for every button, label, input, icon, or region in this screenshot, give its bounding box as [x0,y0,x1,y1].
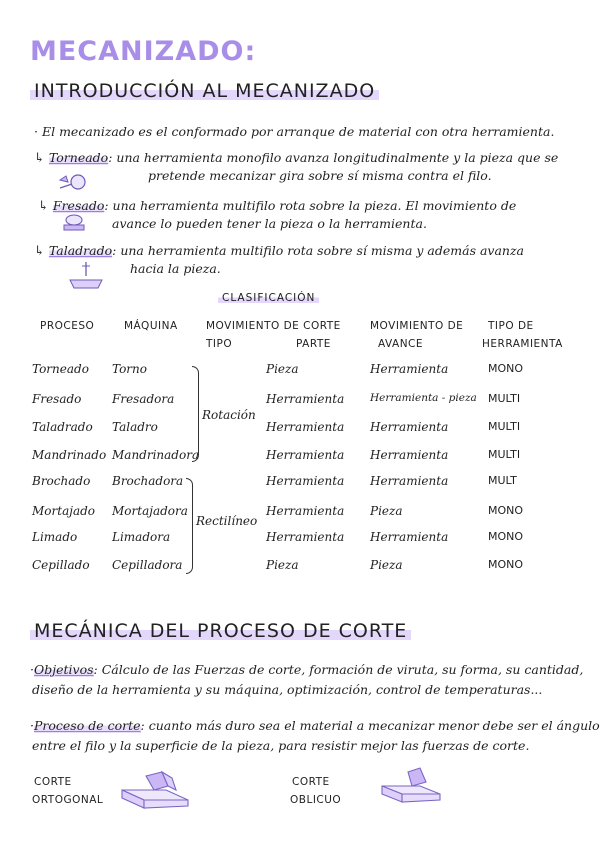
torneado-text-1: : una herramienta monofilo avanza longitudinalmente y la pieza que se [108,150,559,165]
objetivos-line1 [30,662,583,677]
corte-oblicuo-label-2: OBLICUO [290,794,342,806]
table-cell-parte: Herramienta [266,504,345,518]
intro-heading [30,80,379,102]
corte-oblicuo-label-1: CORTE [292,776,330,788]
table-cell-maquina: Taladro [112,420,158,434]
term-taladrado: Taladrado [48,243,113,258]
arrow-icon: ↳ [38,199,49,214]
table-cell-tipo: MONO [488,558,524,571]
header-proceso: PROCESO [40,320,95,332]
item-fresado-line1 [38,198,516,214]
table-cell-proceso: Torneado [32,362,89,376]
header-parte: PARTE [296,338,331,350]
table-cell-avance: Herramienta [370,448,449,462]
table-cell-tipo: MULTI [488,392,521,405]
table-cell-parte: Pieza [266,558,299,572]
header-avance: AVANCE [378,338,424,350]
mecanica-heading [30,620,411,642]
header-tipo: TIPO [206,338,233,350]
term-proceso-corte: Proceso de corte [33,718,141,733]
table-cell-maquina: Mortajadora [112,504,188,518]
clasificacion-title-text: CLASIFICACIÓN [218,292,319,304]
table-cell-proceso: Cepillado [32,558,90,572]
group-rectilineo: Rectilíneo [196,514,258,528]
table-cell-tipo: MONO [488,504,524,517]
table-cell-maquina: Brochadora [112,474,184,488]
proceso-text-2: entre el filo y la superficie de la pieza, para resistir mejor las fuerzas de corte. [32,738,530,753]
table-cell-maquina: Mandrinadora [112,448,200,462]
page-title: MECANIZADO: [30,36,257,67]
table-cell-tipo: MONO [488,530,524,543]
clasificacion-title [218,292,319,304]
item-torneado-line1 [34,150,558,166]
rotacion-brace [192,366,199,462]
table-cell-avance: Herramienta [370,530,449,544]
table-cell-avance: Herramienta [370,474,449,488]
arrow-icon: ↳ [34,151,45,166]
table-cell-proceso: Mandrinado [32,448,107,462]
table-cell-maquina: Cepilladora [112,558,183,572]
objetivos-text-2: diseño de la herramienta y su máquina, optimización, control de temperaturas... [32,682,543,697]
table-cell-avance: Herramienta [370,420,449,434]
table-cell-parte: Pieza [266,362,299,376]
table-cell-parte: Herramienta [266,420,345,434]
group-rotacion: Rotación [202,408,256,422]
corte-ortogonal-label-1: CORTE [34,776,72,788]
orthogonal-cut-diagram-icon [118,768,196,812]
item-taladrado-line1 [34,243,524,259]
header-maquina: MÁQUINA [124,320,178,332]
oblique-cut-diagram-icon [378,766,446,806]
table-cell-maquina: Limadora [112,530,171,544]
table-cell-tipo: MULT [488,474,517,487]
proceso-corte-line1 [30,718,600,733]
table-cell-proceso: Limado [32,530,78,544]
bullet-dot: · [30,662,34,677]
table-cell-parte: Herramienta [266,448,345,462]
lathe-sketch-icon [56,170,90,194]
term-objetivos: Objetivos [33,662,94,677]
header-herramienta: HERRAMIENTA [482,338,563,350]
table-cell-proceso: Taladrado [32,420,93,434]
table-cell-maquina: Fresadora [112,392,175,406]
table-cell-proceso: Brochado [32,474,91,488]
table-cell-parte: Herramienta [266,530,345,544]
table-cell-parte: Herramienta [266,392,345,406]
bullet-dot: · [34,124,38,139]
header-tipo-de: TIPO DE [488,320,534,332]
table-cell-maquina: Torno [112,362,147,376]
proceso-text-1: : cuanto más duro sea el material a mecanizar menor debe ser el ángulo [140,718,600,733]
term-fresado: Fresado [52,198,105,213]
intro-heading-text: INTRODUCCIÓN AL MECANIZADO [30,80,379,102]
table-cell-proceso: Mortajado [32,504,96,518]
table-cell-tipo: MONO [488,362,524,375]
table-cell-tipo: MULTI [488,448,521,461]
torneado-text-2: pretende mecanizar gira sobre sí misma contra el filo. [148,168,492,183]
definition-text: El mecanizado es el conformado por arranque de material con otra herramienta. [41,124,555,139]
corte-ortogonal-label-2: ORTOGONAL [32,794,104,806]
header-movimiento-avance: MOVIMIENTO DE [370,320,464,332]
bullet-dot: · [30,718,34,733]
table-cell-avance: Pieza [370,558,403,572]
table-cell-avance: Herramienta [370,362,449,376]
arrow-icon: ↳ [34,244,45,259]
table-cell-avance: Pieza [370,504,403,518]
objetivos-text-1: : Cálculo de las Fuerzas de corte, formación de viruta, su forma, su cantidad, [93,662,584,677]
drilling-sketch-icon [66,260,106,290]
table-cell-avance: Herramienta - pieza [370,392,477,404]
term-torneado: Torneado [48,150,109,165]
table-cell-proceso: Fresado [32,392,82,406]
table-cell-parte: Herramienta [266,474,345,488]
definition-line [34,124,554,139]
mecanica-heading-text: MECÁNICA DEL PROCESO DE CORTE [30,620,411,642]
fresado-text-2: avance lo pueden tener la pieza o la herramienta. [112,216,427,231]
table-cell-tipo: MULTI [488,420,521,433]
milling-sketch-icon [60,212,88,232]
fresado-text-1: : una herramienta multifilo rota sobre la pieza. El movimiento de [104,198,517,213]
taladrado-text-2: hacia la pieza. [130,261,221,276]
taladrado-text-1: : una herramienta multifilo rota sobre sí misma y además avanza [112,243,525,258]
rectilineo-brace [186,478,193,574]
header-movimiento-corte: MOVIMIENTO DE CORTE [206,320,341,332]
